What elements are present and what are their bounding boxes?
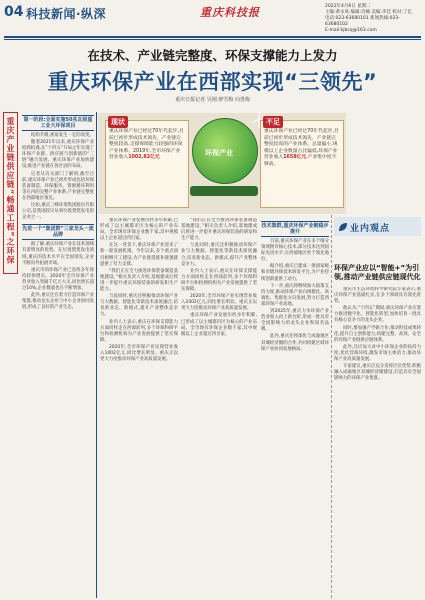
status-text-a: 重庆环保产业已经过70年代起步,目前已初步形成技术领先、产业链完整度较高,支撑保障能力较强的环保产业体系。: [109, 129, 184, 154]
opinion-p3: 同时,要加强产学研合作,推动科技成果转化,提升自主创新能力,构建完整、高效、安全的环保产业链供应链体系。: [334, 325, 421, 343]
status-tag: 现状: [108, 116, 128, 128]
mid2-p3: 业内人士表示,重庆在环保支撑能力方面同样走在西部前列,多个环保科研平台和检测机构为产业发展提供了坚实保障。: [181, 268, 257, 293]
mid2-p1: “我们正在全力推进环保装备制造基地建设。”相关负责人介绍,基地建成后将进一步提升重庆环保装备的研发和生产能力。: [181, 218, 257, 242]
opinion-label: 业内观点: [350, 224, 391, 234]
vertical-ribbon: [3, 112, 18, 274]
opinion-p1: 重庆市生态环境科学研究院专家表示,重庆环保产业基础扎实,在多个领域具有领先优势。: [334, 287, 421, 305]
page-number: 04: [4, 4, 24, 20]
col3-p4: 到2025年,重庆力争环保产业营业收入再上新台阶,形成一批具有全国影响力的龙头企业和知名品牌。: [261, 309, 329, 333]
email-line: E-mail:kjbcq@163.com: [325, 28, 377, 33]
mid-p6: 2020年,全市环保产业实现营业收入1002亿元,同比增长明显。重庆正以更大力度推动环保产业高质量发展。: [100, 344, 178, 363]
left-heading-2: 先进一个“集团群”三家龙头一流品牌: [22, 226, 94, 239]
editor-line: 主编:黄永凤 编辑:肖楠 美编:李佳 校对:了亿: [325, 10, 412, 15]
mid-p1: 重庆环保产业发展历经多年积累,已形成了以主城都市区为核心的产业布局。全市现有环保企业数千家,其中规模以上企业超过四百家。: [100, 218, 178, 242]
globe-label: 环保产业: [205, 149, 233, 157]
middle-column-2: [181, 218, 257, 598]
opinion-p4: 此外,还应加大对中小环保企业的扶持力度,优化营商环境,激发市场主体活力,推动环保产业高质量发展。: [334, 344, 421, 363]
section-name: 科技新闻·纵深: [26, 7, 107, 21]
shortfall-text-a: 重庆环保产业已经过70年代起步,目前已初步形成技术领先、产业链完整度较高的产业体系。: [264, 129, 339, 148]
col3-heading: 技术集群,重庆环保产业链稳步提升: [261, 223, 329, 235]
column-divider: [96, 112, 97, 598]
opinion-p2: 他认为,“十四五”期间,重庆环保产业应着力推进数字化、智能化转型,加快培育一批具有核心竞争力的龙头企业。: [334, 306, 421, 324]
left-column: [22, 112, 94, 598]
status-text: [109, 129, 185, 162]
middle-column: [100, 218, 178, 598]
left-p2: 随着2021年以来,重庆环保产业抢抓机遇,在“十四五”开局之年实现了环保产业链、供应链与创新链的“三链”融合发展。重庆环保产业加快建设,推进产业链在各区县的布局。: [22, 140, 94, 170]
mid-p2: 在这一背景下,重庆环保产业迎来了新一轮发展机遇。今年以来,多个重点项目相继开工建设,为产业链延链补链强链提供了有力支撑。: [100, 243, 178, 267]
shortfall-text-c: ,产业集中度不够高。: [264, 155, 337, 167]
left-p6: 重庆市的环保产业已连续多年保持较快增长。2020年全市环保产业营业收入突破千亿元大关,同比增长超过10%,企业数量也在不断增加。: [22, 267, 94, 291]
globe-base: [190, 186, 258, 196]
left-p3: 记者从有关部门了解到,截至目前,重庆环保产业已初步形成包括环保装备制造、环保服务、资源循环利用等在内的完整产业体系,产业链完整度在西部地区领先。: [22, 171, 94, 201]
opinion-p5: 专家建议,重庆应充分发挥区位优势,积极融入成渝地区双城经济圈建设,打造具有全国影响力的环保产业集群。: [334, 364, 421, 382]
left-p7: 此外,重庆还在着力打造环保产业集群,推动龙头企业与中小企业协同发展,形成了良好的产业生态。: [22, 293, 94, 311]
mid2-p4: 2020年,全市环保产业实现营业收入1002亿元,同比增长明显。重庆正以更大力度推动环保产业高质量发展。: [181, 294, 257, 312]
header-rule: [4, 36, 421, 38]
article-byline: 重庆日报记者 吴刚 廖雪梅 向勇梅: [175, 97, 250, 103]
header-info: [325, 4, 421, 34]
opinion-headline: 环保产业应以“智能+”为引领,推动产业链供应链现代化: [334, 264, 421, 281]
mid-p5: 业内人士表示,重庆在环保支撑能力方面同样走在西部前列,多个环保科研平台和检测机构为产业发展提供了坚实保障。: [100, 319, 178, 343]
shortfall-value: 1658亿元: [283, 155, 307, 161]
status-text-b: 2019年,全市环保产业营业收入: [109, 148, 181, 161]
third-column: [261, 218, 329, 598]
mid2-p5: 重庆环保产业发展历经多年积累,已形成了以主城都市区为核心的产业布局。全市现有环保企业数千家,其中规模以上企业超过四百家。: [181, 313, 257, 337]
left-p4: 比如,重庆三峰环境集团股份有限公司,是我国较早从事垃圾焚烧发电的企业之一。: [22, 203, 94, 221]
article-title: 重庆环保产业在西部实现“三领先”: [47, 70, 378, 94]
left-p1: 结构升级,视角发生一定的改变。: [31, 133, 94, 138]
date-line: 2021年4月6日 星期二: [325, 4, 371, 9]
mid-p3: “我们正在全力推进环保装备制造基地建设。”相关负责人介绍,基地建成后将进一步提升重庆环保装备的研发和生产能力。: [100, 268, 178, 293]
right-divider: [331, 215, 332, 598]
article-subtitle: 在技术、产业链完整度、环保支撑能力上发力: [87, 48, 338, 63]
shortfall-text: [264, 129, 340, 169]
left-heading-1: 第一阶段:全面实施50兆瓦级重工业大环保项目: [23, 117, 93, 129]
left-p5: 据了解,重庆环保产业在技术领域有着明显的优势。在垃圾焚烧发电领域,重庆的技术水平在全国领先,企业不断向外拓展市场。: [22, 242, 94, 266]
shortfall-tag: 不足: [263, 116, 283, 128]
opinion-body: [334, 287, 421, 597]
page-header: [4, 2, 421, 38]
col3-p5: 此外,重庆还将深化与成渝地区双城经济圈的合作,共同构建区域环保产业协同发展格局。: [261, 334, 329, 352]
mid-p4: 与此同时,重庆还积极推动环保产业与大数据、智能化等新技术深度融合,培育新业态、新模式,提升产业整体竞争力。: [100, 294, 178, 318]
col3-p1: 目前,重庆环保产业在多个细分领域拥有核心技术,部分技术达到国际先进水平,在西部地区处于领先地位。: [261, 239, 329, 263]
leaf-icon: [337, 221, 349, 233]
header-rule-thin: [4, 39, 421, 40]
masthead-brand: 重庆科技报: [200, 6, 260, 19]
col3-p2: 据介绍,重庆已建成一批国家级和市级环保技术研发平台,为产业持续创新提供了动力。: [261, 264, 329, 282]
ribbon-text: 重庆产业链供应链“畅通工程”之环保: [6, 117, 15, 265]
phone-line: 电话:023-63680101 新闻热线:023-63680102: [325, 16, 400, 27]
opinion-banner: [334, 217, 421, 236]
mid2-p2: 与此同时,重庆还积极推动环保产业与大数据、智能化等新技术深度融合,培育新业态、新模式,提升产业整体竞争力。: [181, 243, 257, 267]
shortfall-text-b: 总量偏小,规模以上企业数量占比偏低,环保产业营业收入: [264, 142, 338, 161]
col3-p3: 下一步,重庆将继续加大政策支持力度,推动环保产业向规模化、高端化、集群化方向发展,努力打造西部环保产业高地。: [261, 283, 329, 307]
status-value: 1002.82亿元: [128, 155, 160, 161]
